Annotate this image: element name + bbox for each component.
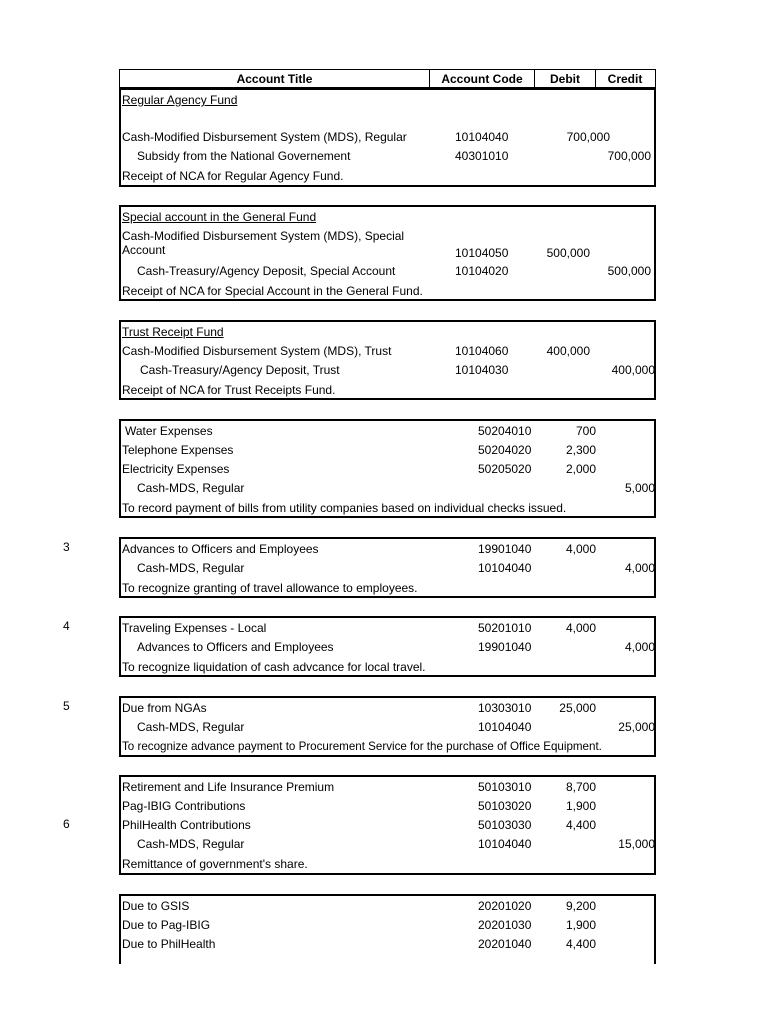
debit-amount: 25,000: [559, 701, 596, 715]
account-title: Advances to Officers and Employees: [122, 542, 319, 556]
account-code: 10104040: [455, 130, 509, 144]
account-title: Cash-Treasury/Agency Deposit, Special Account: [137, 264, 396, 278]
journal-entry: [119, 320, 656, 400]
credit-amount: 500,000: [607, 264, 651, 278]
journal-entry: [119, 88, 656, 187]
debit-amount: 1,900: [565, 799, 596, 813]
header-debit: Debit: [535, 70, 596, 87]
account-code: 10104020: [455, 264, 509, 278]
account-title: Traveling Expenses - Local: [122, 621, 267, 635]
entry-number: 5: [63, 699, 70, 713]
header-account-title: Account Title: [120, 70, 430, 87]
entry-explanation: To record payment of bills from utility companies based on individual checks issued.: [122, 501, 567, 515]
debit-amount: 1,900: [565, 918, 596, 932]
entry-explanation: To recognize granting of travel allowance to employees.: [122, 581, 418, 595]
entry-explanation: Remittance of government's share.: [122, 857, 308, 871]
account-title: Due from NGAs: [122, 701, 207, 715]
account-code: 10104040: [478, 837, 532, 851]
account-title: Electricity Expenses: [122, 462, 230, 476]
entry-heading: Trust Receipt Fund: [122, 325, 224, 339]
debit-amount: 700,000: [566, 130, 610, 144]
account-code: 50205020: [478, 462, 532, 476]
debit-amount: 9,200: [565, 899, 596, 913]
debit-amount: 500,000: [546, 246, 590, 260]
account-code: 10104030: [455, 363, 509, 377]
account-code: 10303010: [478, 701, 532, 715]
account-code: 50204020: [478, 443, 532, 457]
journal-entry: [119, 419, 656, 518]
account-code: 20201020: [478, 899, 532, 913]
account-code: 10104050: [455, 246, 509, 260]
journal-entry: [119, 205, 656, 301]
account-code: 50103020: [478, 799, 532, 813]
debit-amount: 2,300: [565, 443, 596, 457]
debit-amount: 4,000: [565, 542, 596, 556]
account-title: Advances to Officers and Employees: [137, 640, 334, 654]
account-title: Water Expenses: [125, 424, 213, 438]
account-code: 50201010: [478, 621, 532, 635]
account-title: Cash-Modified Disbursement System (MDS), Trust: [122, 344, 392, 358]
entry-number: 3: [63, 540, 70, 554]
account-code: 19901040: [478, 542, 532, 556]
entry-heading: Special account in the General Fund: [122, 210, 317, 224]
account-code: 10104040: [478, 561, 532, 575]
account-code: 20201040: [478, 937, 532, 951]
credit-amount: 4,000: [624, 561, 655, 575]
credit-amount: 25,000: [618, 720, 655, 734]
debit-amount: 4,400: [565, 818, 596, 832]
debit-amount: 2,000: [565, 462, 596, 476]
account-code: 19901040: [478, 640, 532, 654]
journal-entry: [119, 616, 656, 677]
header-account-code: Account Code: [430, 70, 535, 87]
account-title: Subsidy from the National Governement: [137, 149, 351, 163]
account-code: 40301010: [455, 149, 509, 163]
debit-amount: 8,700: [565, 780, 596, 794]
entry-explanation: To recognize liquidation of cash advcance for local travel.: [122, 660, 426, 674]
account-title: Telephone Expenses: [122, 443, 234, 457]
entry-number: 4: [63, 619, 70, 633]
account-code: 50103030: [478, 818, 532, 832]
account-title: Pag-IBIG Contributions: [122, 799, 246, 813]
account-title: Cash-Modified Disbursement System (MDS), Special Account: [122, 229, 405, 257]
debit-amount: 4,000: [565, 621, 596, 635]
account-title: Cash-Treasury/Agency Deposit, Trust: [140, 363, 340, 377]
credit-amount: 4,000: [624, 640, 655, 654]
account-title: Cash-MDS, Regular: [137, 837, 245, 851]
journal-entry: [119, 696, 656, 757]
account-title: Cash-MDS, Regular: [137, 561, 245, 575]
table-header: [119, 69, 656, 88]
account-title: Due to GSIS: [122, 899, 190, 913]
entry-number: 6: [63, 817, 70, 831]
account-title: Cash-Modified Disbursement System (MDS), Regular: [122, 130, 407, 144]
account-title: Retirement and Life Insurance Premium: [122, 780, 335, 794]
entry-explanation: To recognize advance payment to Procurement Service for the purchase of Office Equipment.: [122, 740, 602, 753]
journal-entry: [119, 894, 656, 964]
account-title: Due to PhilHealth: [122, 937, 216, 951]
credit-amount: 5,000: [624, 481, 655, 495]
entry-explanation: Receipt of NCA for Trust Receipts Fund.: [122, 383, 336, 397]
account-code: 10104040: [478, 720, 532, 734]
credit-amount: 15,000: [618, 837, 655, 851]
entry-heading: Regular Agency Fund: [122, 93, 238, 107]
journal-entry: [119, 537, 656, 598]
account-title: Cash-MDS, Regular: [137, 481, 245, 495]
entry-explanation: Receipt of NCA for Special Account in the General Fund.: [122, 284, 423, 298]
credit-amount: 700,000: [607, 149, 651, 163]
header-credit: Credit: [607, 71, 643, 86]
debit-amount: 4,400: [565, 937, 596, 951]
account-title: Cash-MDS, Regular: [137, 720, 245, 734]
journal-entry: [119, 775, 656, 875]
entry-explanation: Receipt of NCA for Regular Agency Fund.: [122, 169, 344, 183]
account-title: Due to Pag-IBIG: [122, 918, 211, 932]
account-code: 50103010: [478, 780, 532, 794]
debit-amount: 700: [575, 424, 596, 438]
account-code: 50204010: [478, 424, 532, 438]
account-code: 20201030: [478, 918, 532, 932]
debit-amount: 400,000: [546, 344, 590, 358]
credit-amount: 400,000: [611, 363, 655, 377]
account-code: 10104060: [455, 344, 509, 358]
account-title: PhilHealth Contributions: [122, 818, 251, 832]
